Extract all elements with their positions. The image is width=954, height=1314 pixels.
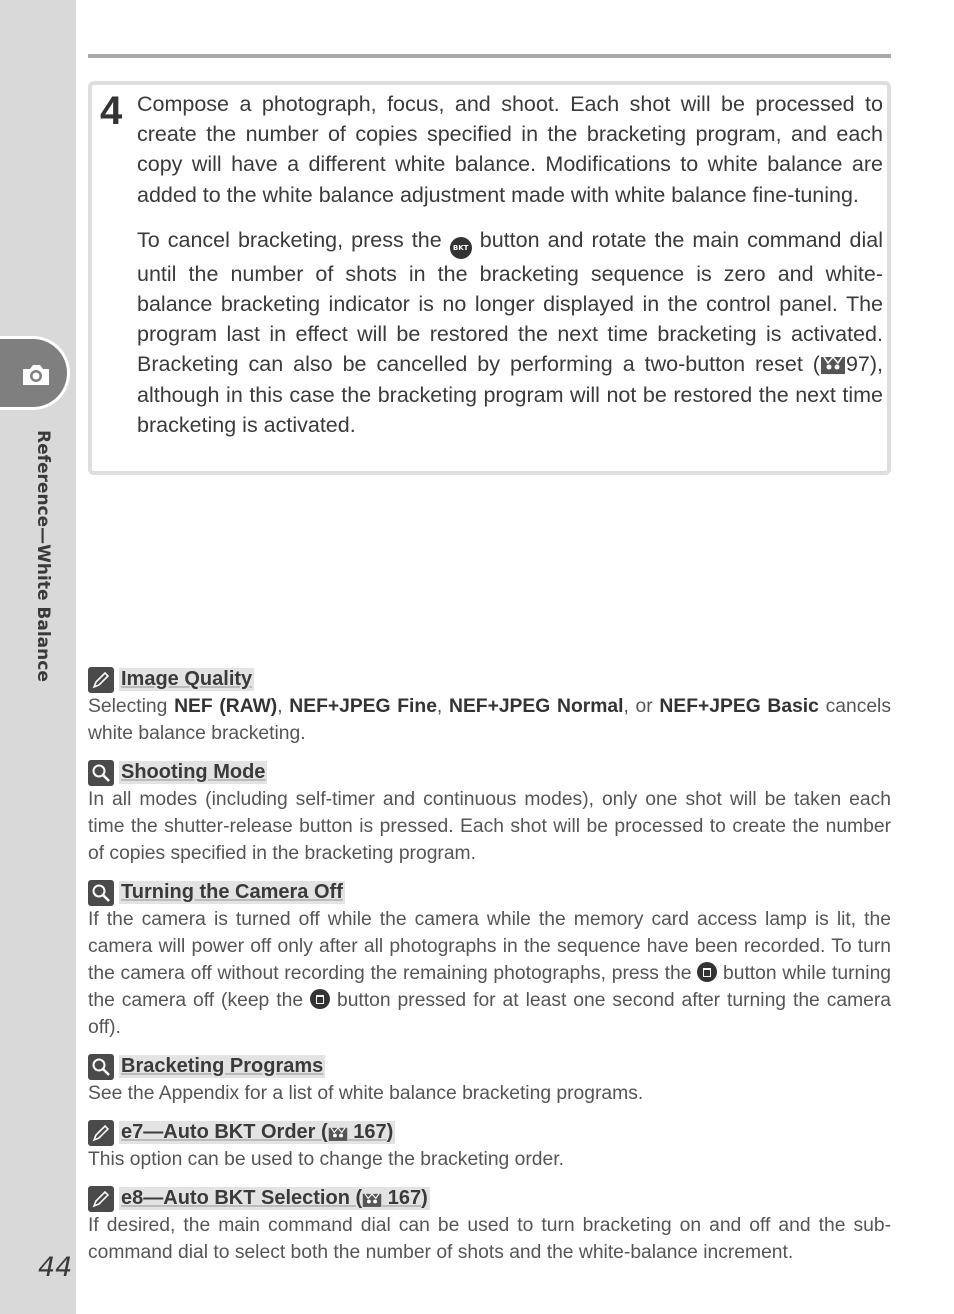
step-text-a: To cancel bracketing, press the [137, 227, 442, 252]
option-nef-raw: NEF (RAW) [174, 696, 278, 717]
note-title: Bracketing Programs [121, 1055, 324, 1077]
note-text: Selecting [88, 696, 175, 717]
note-shooting-mode [88, 759, 891, 867]
page-ref: 167 [387, 1187, 422, 1209]
note-title[interactable] [119, 1187, 430, 1210]
section-tab [0, 336, 70, 410]
page-ref: 167 [353, 1121, 387, 1143]
trash-icon [697, 962, 717, 982]
page-reference-icon [328, 1126, 348, 1142]
step-paragraph-2 [137, 225, 883, 440]
note-camera-off [88, 879, 891, 1041]
note-text: , or [623, 696, 660, 717]
step-ref-page[interactable]: 97 [845, 352, 870, 377]
note-body: See the Appendix for a list of white balance bracketing programs. [88, 1083, 644, 1104]
magnifier-icon [88, 1054, 114, 1080]
note-text: button while turning the camera off (keep the [88, 963, 892, 1011]
step-number: 4 [100, 89, 123, 133]
note-e7 [88, 1119, 891, 1173]
pencil-icon [88, 1120, 114, 1146]
page-number: 44 [38, 1252, 73, 1283]
note-title: Image Quality [121, 668, 253, 690]
option-nef-jpeg-basic: NEF+JPEG Basic [659, 696, 819, 717]
option-nef-jpeg-fine: NEF+JPEG Fine [289, 696, 437, 717]
note-title: Turning the Camera Off [121, 881, 343, 903]
step-text [137, 89, 883, 440]
sidebar [0, 0, 76, 1314]
pencil-icon [88, 667, 114, 693]
note-e8 [88, 1185, 891, 1266]
note-text: , [436, 696, 450, 717]
note-text: cancels white balance bracketing. [88, 696, 891, 744]
note-image-quality [88, 666, 891, 747]
pencil-icon [88, 1186, 114, 1212]
magnifier-icon [88, 880, 114, 906]
note-title-text: e8—Auto BKT Selection ( [121, 1187, 363, 1209]
note-title: Shooting Mode [121, 761, 266, 783]
page-reference-icon [820, 355, 846, 375]
top-rule [88, 54, 891, 58]
trash-icon [310, 989, 330, 1009]
note-title[interactable] [119, 1121, 395, 1144]
note-text: , [277, 696, 290, 717]
note-title-text: e7—Auto BKT Order ( [121, 1121, 328, 1143]
section-label: Reference—White Balance [33, 430, 53, 682]
note-text: If the camera is turned off while the camera while the memory card access lamp is lit, the camera will power off only after all photographs in the sequence have been recorded. To turn the camera off without recording the remaining photographs, press the [88, 909, 891, 984]
note-body: This option can be used to change the bracketing order. [88, 1149, 564, 1170]
option-nef-jpeg-normal: NEF+JPEG Normal [449, 696, 624, 717]
note-body: In all modes (including self-timer and continuous modes), only one shot will be taken each time the shutter-release button is pressed. Each shot will be processed to create the number of copies specified in the bracketing program. [88, 789, 891, 864]
step-paragraph-1: Compose a photograph, focus, and shoot. Each shot will be processed to create the number of copies specified in the bracketing program, and each copy will have a different white balance. Modifications to white balance are added to the white balance adjustment made with white balance fine-tuning. [137, 92, 883, 207]
magnifier-icon [88, 760, 114, 786]
bkt-button-icon: BKT [450, 237, 472, 259]
note-title-text: ) [421, 1187, 428, 1209]
step-box [88, 81, 891, 475]
step-text-b: button and rotate the main command dial until the number of shots in the bracketing sequence is zero and white-balance bracketing indicator is no longer displayed in the control panel. The program last in effect will be restored the next time bracketing is activated. Bracketing can also be cancelled by performing a two-button reset ( [137, 227, 883, 377]
step-text-c: ), although in this case the bracketing program will not be restored the next time bracketing is activated. [137, 352, 883, 437]
page-reference-icon [362, 1192, 382, 1208]
notes [88, 666, 891, 1278]
note-bracketing-programs [88, 1053, 891, 1107]
note-body [88, 693, 891, 747]
note-text: button pressed for at least one second after turning the camera off). [88, 990, 892, 1038]
note-body [88, 906, 891, 1041]
note-body: If desired, the main command dial can be used to turn bracketing on and off and the sub-command dial to select both the number of shots and the white-balance increment. [88, 1215, 891, 1263]
camera-icon [20, 363, 52, 387]
note-title-text: ) [386, 1121, 394, 1143]
